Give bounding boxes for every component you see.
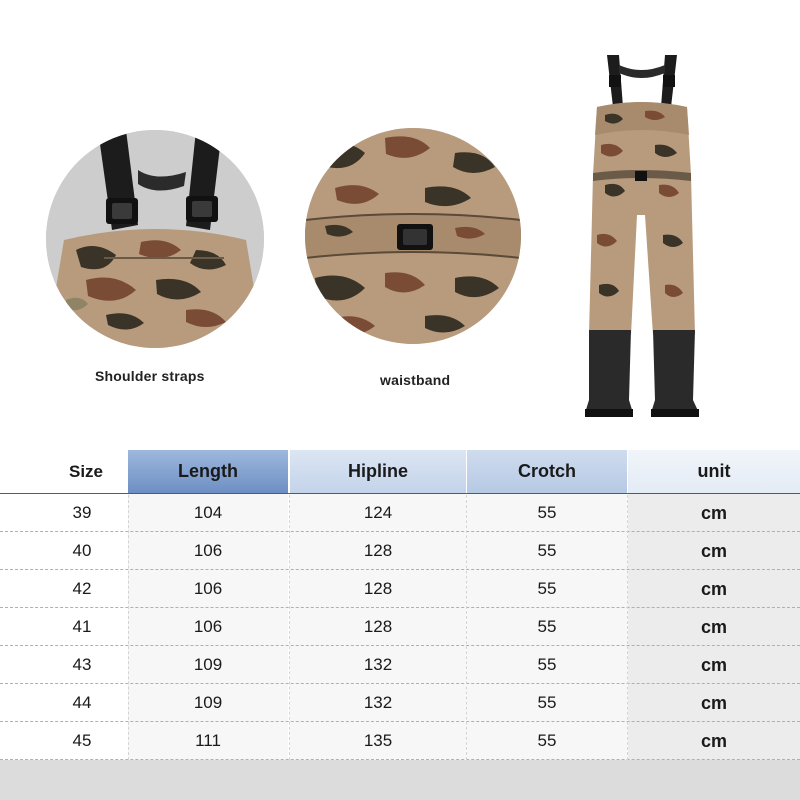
row-length-cell: 109 [128,646,288,684]
row-hipline-cell: 128 [290,608,466,646]
table-row [0,532,800,570]
camo-chest-wader-image [575,45,710,425]
table-row [0,608,800,646]
row-unit-cell: cm [628,570,800,608]
row-size-cell: 44 [72,693,92,712]
table-row [0,684,800,722]
row-hipline-cell: 132 [290,684,466,722]
header-unit: unit [628,450,800,493]
table-header-row [0,450,800,493]
column-divider [627,495,628,760]
row-crotch-cell: 55 [467,608,627,646]
header-hipline: Hipline [290,450,466,493]
column-divider [466,495,467,760]
row-crotch-cell: 55 [467,494,627,532]
waistband-caption: waistband [380,372,451,388]
header-size: Size [44,450,128,493]
row-unit-cell: cm [628,532,800,570]
row-crotch-cell: 55 [467,722,627,760]
header-length: Length [128,450,288,493]
row-length-cell: 106 [128,570,288,608]
row-crotch-cell: 55 [467,532,627,570]
row-length-cell: 111 [128,722,288,760]
shoulder-straps-closeup-image [46,130,264,348]
table-row [0,646,800,684]
row-size-cell: 45 [72,731,92,750]
row-unit-cell: cm [628,684,800,722]
row-length-cell: 106 [128,608,288,646]
row-hipline-cell: 132 [290,646,466,684]
row-crotch-cell: 55 [467,570,627,608]
row-unit-cell: cm [628,646,800,684]
row-size-cell: 42 [72,579,92,598]
waistband-illustration [305,128,521,344]
waistband-closeup-image [305,128,521,344]
row-size-cell: 43 [72,655,92,674]
row-size-cell: 39 [72,503,92,522]
row-unit-cell: cm [628,722,800,760]
row-hipline-cell: 128 [290,570,466,608]
row-length-cell: 104 [128,494,288,532]
row-crotch-cell: 55 [467,646,627,684]
row-unit-cell: cm [628,608,800,646]
column-divider [128,495,129,760]
header-crotch: Crotch [467,450,627,493]
row-crotch-cell: 55 [467,684,627,722]
shoulder-straps-caption: Shoulder straps [95,368,205,384]
row-size-cell: 40 [72,541,92,560]
shoulder-straps-illustration [46,130,264,348]
column-divider [289,495,290,760]
wader-illustration [575,45,710,425]
row-length-cell: 109 [128,684,288,722]
table-row [0,570,800,608]
table-row [0,494,800,532]
row-length-cell: 106 [128,532,288,570]
row-size-cell: 41 [72,617,92,636]
row-unit-cell: cm [628,494,800,532]
bottom-band [0,760,800,800]
row-hipline-cell: 124 [290,494,466,532]
row-hipline-cell: 128 [290,532,466,570]
table-row [0,722,800,760]
row-hipline-cell: 135 [290,722,466,760]
